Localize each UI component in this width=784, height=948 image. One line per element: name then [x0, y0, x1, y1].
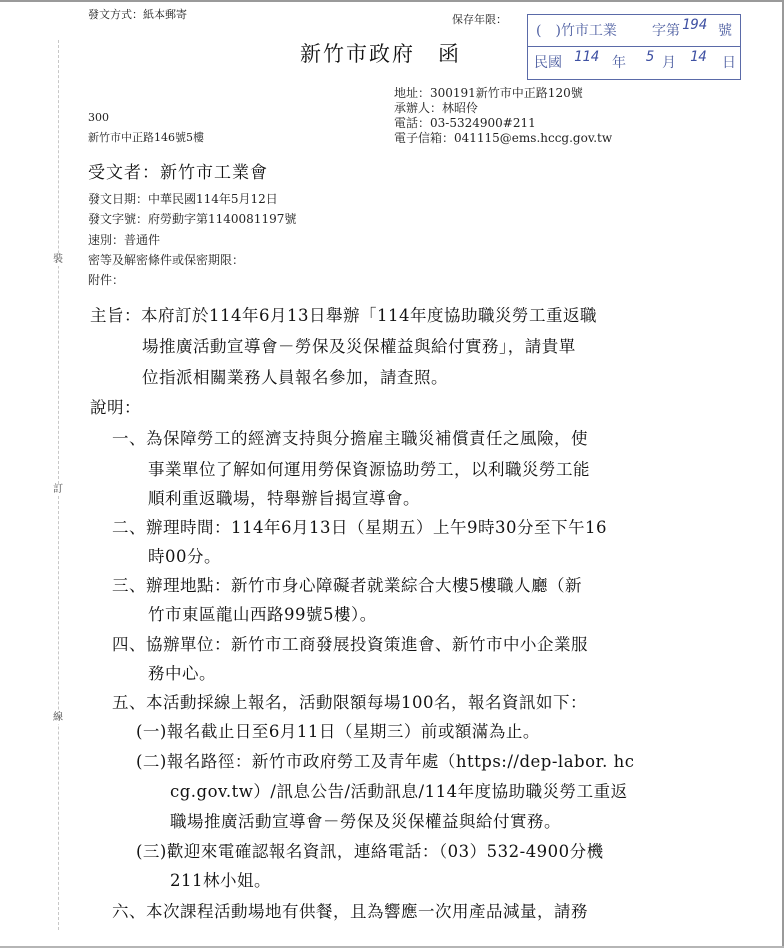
stamp-row-number	[528, 15, 740, 47]
page-top-border	[0, 0, 784, 2]
item-5-sub-3-line-2: 211林小姐。	[170, 871, 271, 890]
item-2-line-2: 時00分。	[148, 547, 221, 566]
stamp-word-label: 字第	[652, 23, 680, 39]
item-3-line-2: 竹市東區龍山西路99號5樓）。	[148, 605, 377, 624]
binding-char-ding: 訂	[53, 484, 63, 495]
item-5-sub-3-line-1: (三)歡迎來電確認報名資訊，連絡電話：（03）532-4900分機	[136, 842, 604, 861]
subject-line-1: 主旨：本府訂於114年6月13日舉辦「114年度協助職災勞工重返職	[90, 306, 597, 325]
recipient-postal-code: 300	[88, 111, 109, 124]
speed-class: 速別：普通件	[88, 233, 161, 247]
stamp-year: 114	[574, 49, 600, 65]
item-1-line-1: 一、為保障勞工的經濟支持與分擔雇主職災補償責任之風險，使	[112, 429, 588, 448]
item-3-line-1: 三、辦理地點：新竹市身心障礙者就業綜合大樓5樓職人廳（新	[112, 576, 582, 595]
stamp-year-label: 年	[612, 55, 626, 71]
sender-phone: 電話：03-5324900#211	[394, 116, 536, 130]
explanation-label: 說明：	[90, 398, 141, 417]
item-4-line-1: 四、協辦單位：新竹市工商發展投資策進會、新竹市中小企業服	[112, 635, 588, 654]
item-5-line-1: 五、本活動採線上報名，活動限額每場100名，報名資訊如下：	[112, 693, 587, 712]
binding-char-zhuang: 裝	[53, 254, 63, 265]
document-number: 發文字號：府勞動字第1140081197號	[88, 212, 297, 226]
subject-line-2: 場推廣活動宣導會－勞保及災保權益與給付實務」，請貴單	[142, 337, 576, 356]
stamp-month: 5	[646, 49, 655, 65]
sender-email: 電子信箱：041115@ems.hccg.gov.tw	[394, 131, 613, 145]
item-4-line-2: 務中心。	[148, 664, 216, 683]
recipient-address: 新竹市中正路146號5樓	[88, 131, 204, 144]
issue-date: 發文日期：中華民國114年5月12日	[88, 192, 278, 206]
stamp-day-label: 日	[722, 55, 736, 71]
sender-handler: 承辦人：林昭伶	[394, 101, 479, 115]
stamp-number: 194	[682, 17, 708, 33]
retention-period: 保存年限：	[452, 13, 507, 26]
item-5-sub-1: (一)報名截止日至6月11日（星期三）前或額滿為止。	[136, 722, 540, 741]
item-1-line-3: 順利重返職場，特舉辦旨揭宣導會。	[148, 489, 420, 508]
document-title: 新竹市政府 函	[300, 42, 461, 66]
item-5-sub-2-line-1: (二)報名路徑：新竹市政府勞工及青年處（https://dep-labor. hc	[136, 752, 635, 771]
confidentiality: 密等及解密條件或保密期限：	[88, 253, 245, 267]
stamp-day: 14	[690, 49, 707, 65]
item-6-line-1: 六、本次課程活動場地有供餐，且為響應一次用產品減量，請務	[112, 902, 588, 921]
receipt-stamp	[527, 14, 741, 80]
stamp-era: 民國	[534, 55, 562, 71]
stamp-month-label: 月	[662, 55, 676, 71]
stamp-row-date	[528, 47, 740, 78]
sender-address: 地址：300191新竹市中正路120號	[394, 86, 583, 100]
item-2-line-1: 二、辦理時間：114年6月13日（星期五）上午9時30分至下午16	[112, 518, 607, 537]
item-1-line-2: 事業單位了解如何運用勞保資源協助勞工，以利職災勞工能	[148, 460, 590, 479]
binding-char-xian: 線	[53, 712, 63, 723]
recipient-name: 受文者：新竹市工業會	[88, 163, 268, 183]
item-5-sub-2-line-3: 職場推廣活動宣導會－勞保及災保權益與給付實務。	[170, 812, 561, 831]
item-5-sub-2-line-2: cg.gov.tw）/訊息公告/活動訊息/114年度協助職災勞工重返	[170, 782, 628, 801]
attachment: 附件：	[88, 273, 125, 287]
subject-line-3: 位指派相關業務人員報名參加，請查照。	[142, 368, 448, 387]
stamp-number-suffix: 號	[718, 23, 732, 39]
delivery-method: 發文方式：紙本郵寄	[88, 8, 187, 21]
stamp-org: ( )竹市工業	[536, 23, 617, 39]
